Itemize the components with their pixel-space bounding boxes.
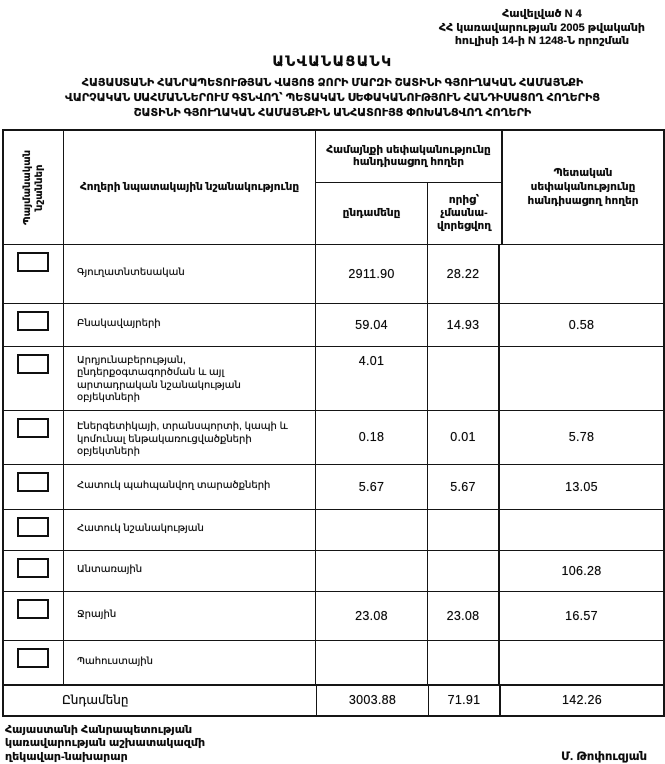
table-row (4, 591, 663, 640)
row-label: Ջրային (64, 592, 316, 640)
header-cell-purpose: Հողերի նպատակային նշանակությունը (64, 131, 316, 244)
legend-swatch-icon (17, 311, 49, 331)
total-label: Ընդամենը (4, 686, 317, 715)
row-label: Անտառային (64, 551, 316, 591)
community-total-value (316, 551, 428, 591)
state-value (500, 510, 663, 550)
legend-swatch-icon (17, 517, 49, 537)
table-total-row (4, 684, 663, 715)
total-community-total-value: 3003.88 (317, 686, 429, 715)
signature-block (0, 717, 665, 764)
state-value: 16.57 (500, 592, 663, 640)
row-label: Հատուկ նշանակության (64, 510, 316, 550)
legend-swatch-icon (17, 354, 49, 374)
community-total-value: 2911.90 (316, 245, 428, 303)
table-row (4, 509, 663, 550)
header-community-group-label: Համայնքի սեփականությունը հանդիսացող հողեր (316, 131, 501, 183)
community-nonprivatized-value: 0.01 (428, 411, 500, 464)
legend-swatch-icon (17, 558, 49, 578)
state-value (500, 347, 663, 410)
community-total-value: 4.01 (316, 347, 428, 410)
header-cell-community-total: ընդամենը (316, 183, 428, 244)
header-group-community (316, 131, 503, 244)
legend-cell (4, 465, 64, 509)
signatory-title-line-3: ղեկավար-նախարար (5, 751, 205, 764)
table-row (4, 410, 663, 464)
subtitle-line-2: ՎԱՐՉԱԿԱՆ ՍԱՀՄԱՆՆԵՐՈՒՄ ԳՏՆՎՈՂ՝ ՊԵՏԱԿԱՆ ՍԵՓԱԿԱՆՈՒԹՅՈՒՆ ՀԱՆԴԻՍԱՑՈՂ ՀՈՂԵՐԻՑ (7, 91, 659, 106)
row-label: Բնակավայրերի (64, 304, 316, 346)
community-total-value (316, 641, 428, 684)
annex-line-3: հուլիսի 14-ի N 1248-Ն որոշման (439, 35, 645, 49)
state-value (500, 245, 663, 303)
community-total-value (316, 510, 428, 550)
row-label: Արդյունաբերության, ընդերքօգտագործման և այլ արտադրական նշանակության օբյեկտների (64, 347, 316, 410)
legend-cell (4, 304, 64, 346)
annex-line-2: ՀՀ կառավարության 2005 թվականի (439, 22, 645, 36)
signatory-title (5, 724, 205, 764)
annex-line-1: Հավելված N 4 (439, 8, 645, 22)
state-value: 13.05 (500, 465, 663, 509)
legend-cell (4, 641, 64, 684)
legend-cell (4, 510, 64, 550)
scanned-document-page (0, 8, 665, 753)
table-row (4, 550, 663, 591)
signatory-title-line-1: Հայաստանի Հանրապետության (5, 724, 205, 738)
community-nonprivatized-value (428, 347, 500, 410)
table-row (4, 464, 663, 509)
subtitle-line-3: ՇԱՏԻՆԻ ԳՅՈՒՂԱԿԱՆ ՀԱՄԱՅՆՔԻՆ ԱՆՀԱՏՈՒՅՑ ՓՈԽԱՆՑՎՈՂ ՀՈՂԵՐԻ (7, 106, 659, 121)
community-nonprivatized-value: 5.67 (428, 465, 500, 509)
state-value: 5.78 (500, 411, 663, 464)
signature-name: Մ. Թոփուզյան (561, 749, 647, 764)
community-nonprivatized-value (428, 551, 500, 591)
row-label: Գյուղատնտեսական (64, 245, 316, 303)
community-nonprivatized-value: 14.93 (428, 304, 500, 346)
state-value (500, 641, 663, 684)
row-label: Պահուստային (64, 641, 316, 684)
table-row (4, 346, 663, 410)
document-subtitle (7, 76, 659, 121)
legend-cell (4, 551, 64, 591)
table-row (4, 640, 663, 684)
row-label: Էներգետիկայի, տրանսպորտի, կապի և կոմունալ ենթակառուցվածքների օբյեկտների (64, 411, 316, 464)
community-nonprivatized-value (428, 510, 500, 550)
total-community-nonprivatized-value: 71.91 (429, 686, 501, 715)
community-nonprivatized-value: 28.22 (428, 245, 500, 303)
table-header (4, 131, 663, 244)
header-cell-community-nonprivatized: որից՝ չմասնա-վորեցվող (428, 183, 500, 244)
row-label: Հատուկ պահպանվող տարածքների (64, 465, 316, 509)
legend-cell (4, 245, 64, 303)
table-row (4, 303, 663, 346)
community-total-value: 0.18 (316, 411, 428, 464)
legend-swatch-icon (17, 472, 49, 492)
state-value: 0.58 (500, 304, 663, 346)
header-symbols-label: Պայմանական նշաններ (22, 131, 46, 244)
subtitle-line-1: ՀԱՅԱՍՏԱՆԻ ՀԱՆՐԱՊԵՏՈՒԹՅԱՆ ՎԱՅՈՑ ՁՈՐԻ ՄԱՐԶԻ ՇԱՏԻՆԻ ԳՅՈՒՂԱԿԱՆ ՀԱՄԱՅՆՔԻ (7, 76, 659, 91)
legend-swatch-icon (17, 252, 49, 272)
legend-cell (4, 411, 64, 464)
header-cell-symbols (4, 131, 64, 244)
legend-cell (4, 592, 64, 640)
document-title: ԱՆՎԱՆԱՑԱՆԿ (0, 53, 665, 70)
total-state-value: 142.26 (501, 686, 663, 715)
table-row (4, 244, 663, 303)
community-total-value: 23.08 (316, 592, 428, 640)
community-total-value: 5.67 (316, 465, 428, 509)
community-nonprivatized-value: 23.08 (428, 592, 500, 640)
land-transfer-table (2, 129, 665, 717)
header-cell-state: Պետական սեփականությունը հանդիսացող հողեր (503, 131, 663, 244)
legend-swatch-icon (17, 599, 49, 619)
community-total-value: 59.04 (316, 304, 428, 346)
annex-note (439, 8, 645, 49)
header-community-subrow (316, 183, 501, 244)
community-nonprivatized-value (428, 641, 500, 684)
legend-swatch-icon (17, 648, 49, 668)
signatory-title-line-2: կառավարության աշխատակազմի (5, 737, 205, 751)
legend-cell (4, 347, 64, 410)
legend-swatch-icon (17, 418, 49, 438)
state-value: 106.28 (500, 551, 663, 591)
